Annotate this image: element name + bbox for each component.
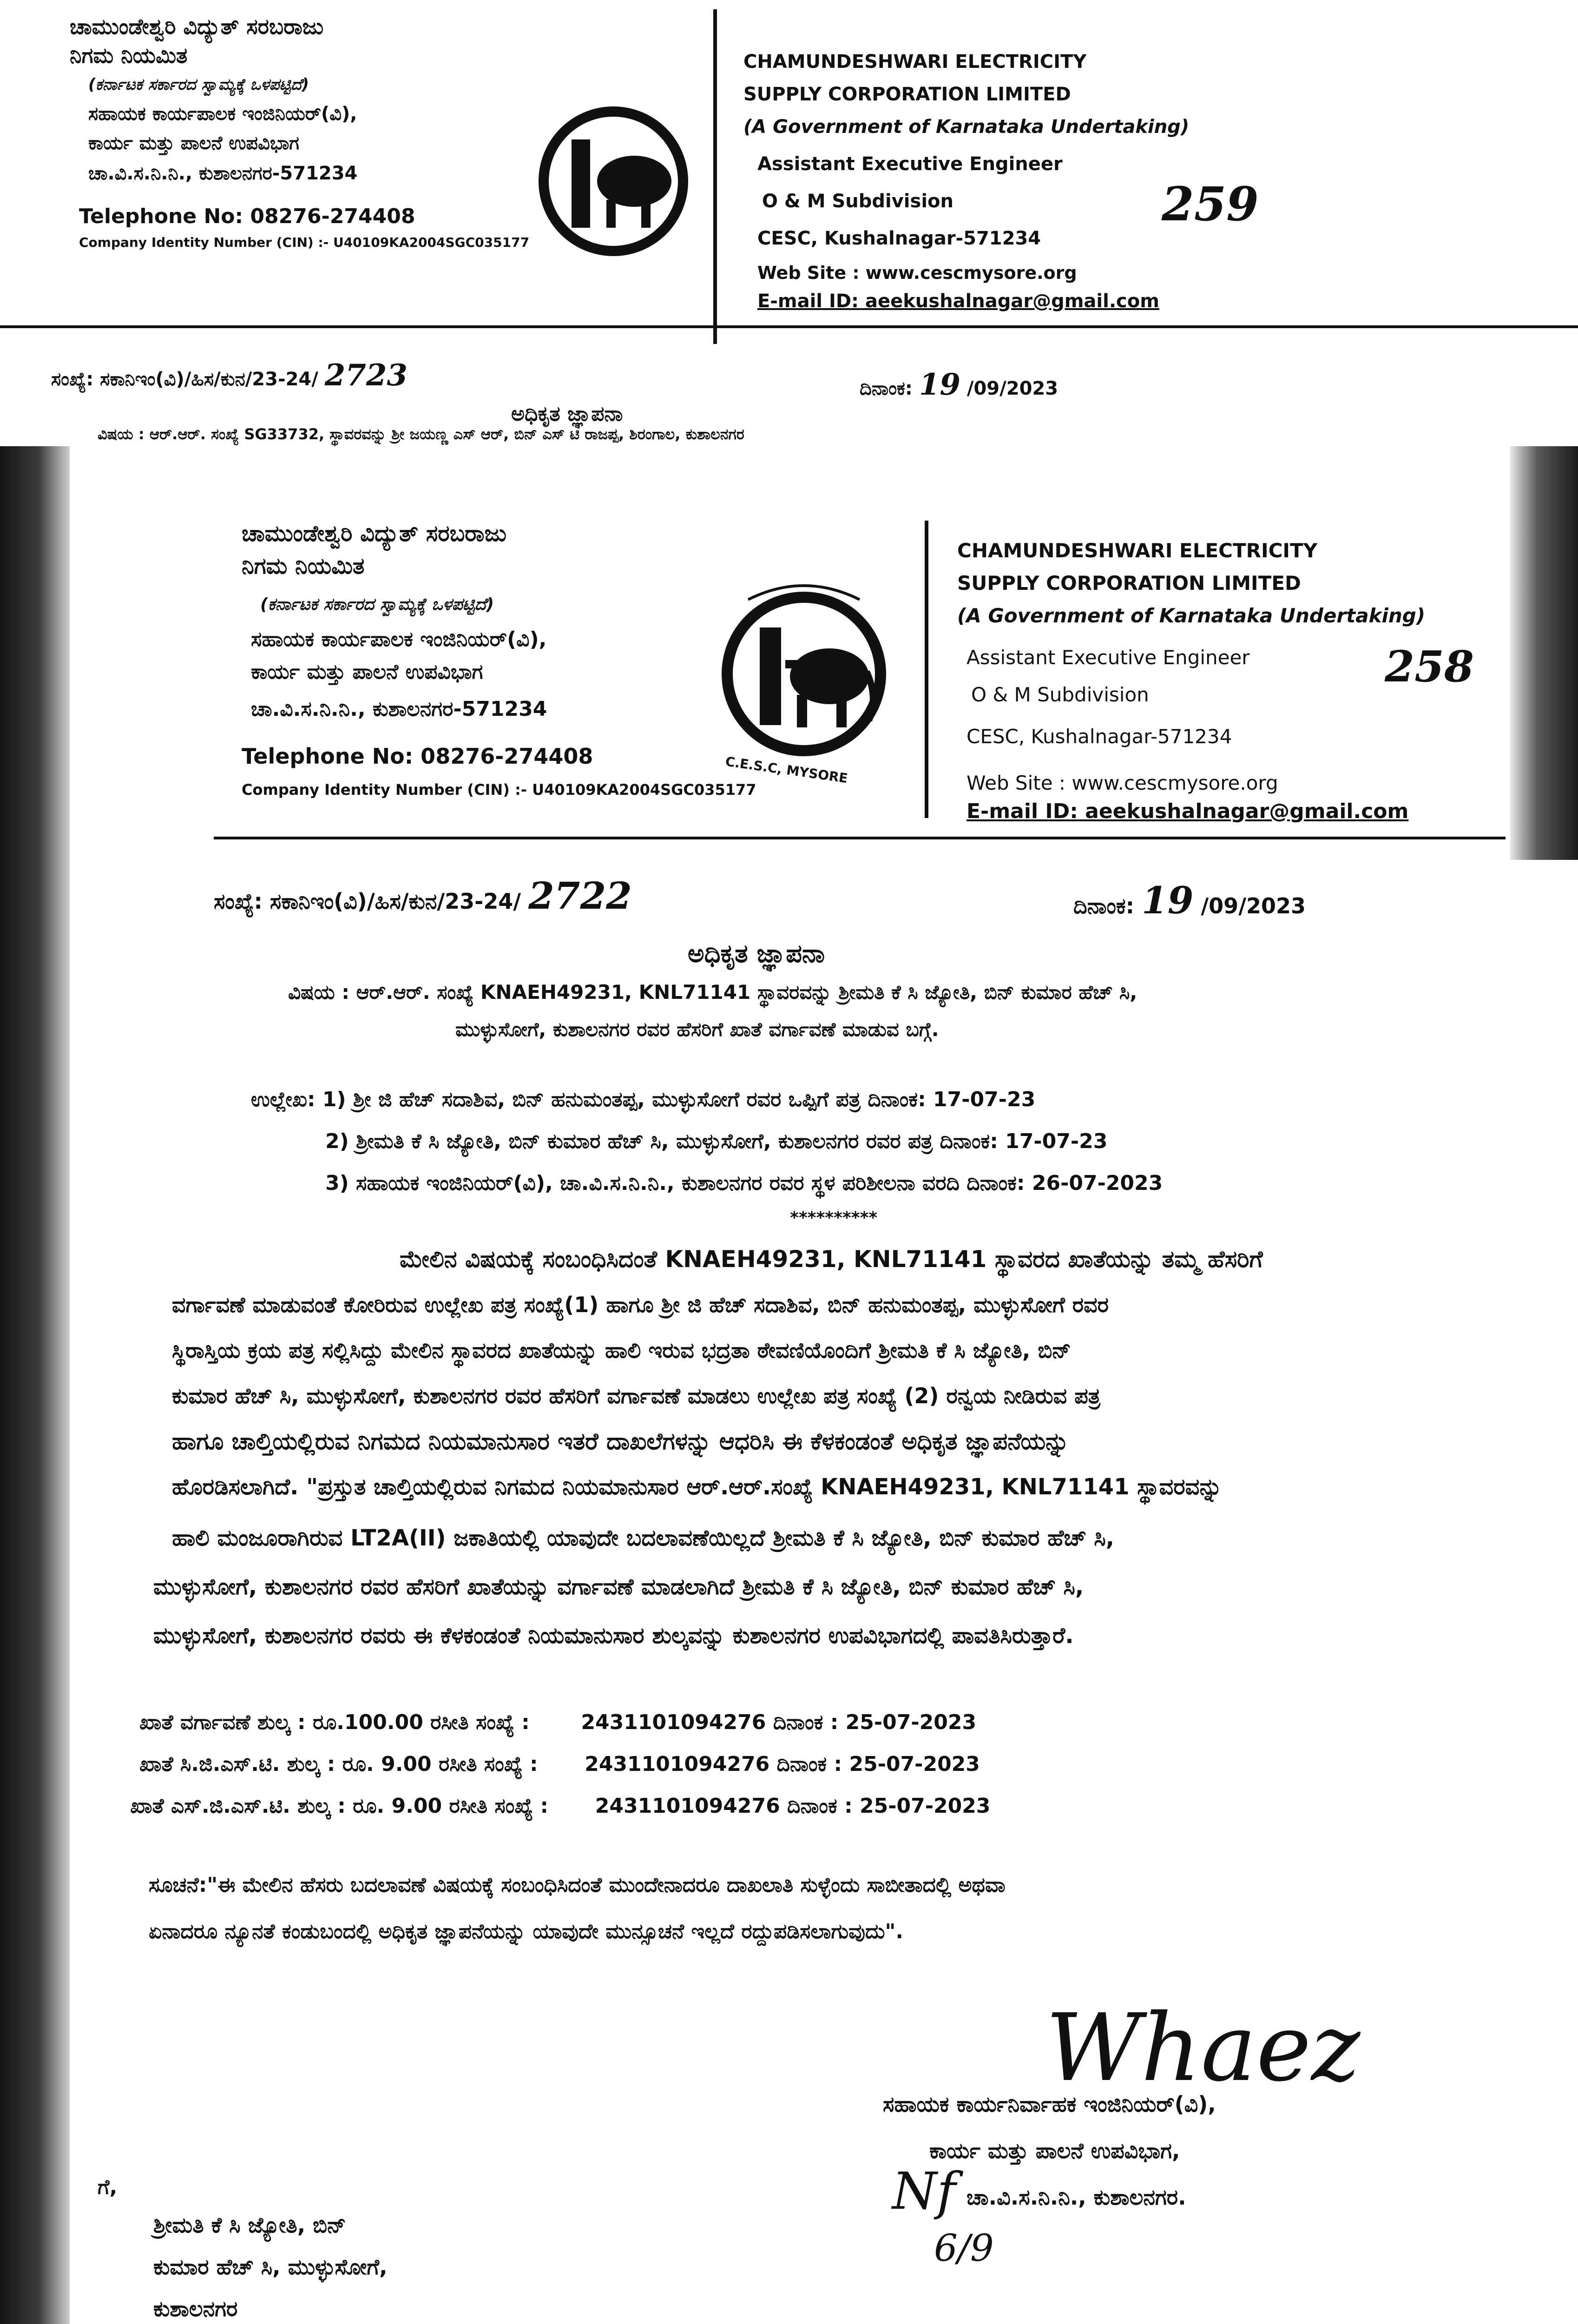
main-en-subdiv: O & M Subdivision (971, 683, 1149, 706)
main-kn-company2: ನಿಗಮ ನಿಯಮಿತ (242, 553, 365, 579)
cesc-logo-icon (520, 88, 706, 274)
note-line-1: ಸೂಚನೆ:"ಈ ಮೇಲಿನ ಹೆಸರು ಬದಲಾವಣೆ ವಿಷಯಕ್ಕೆ ಸಂಬಂಧಿಸಿದಂತೆ ಮುಂದೇನಾದರೂ ದಾಖಲಾತಿ ಸುಳ್ಳೆಂದು ಸಾಬೀತಾದಲ್ಲಿ ಅಥವಾ (149, 1873, 1006, 1897)
main-website: Web Site : www.cescmysore.org (967, 772, 1278, 794)
body-line-5: ಹಾಗೂ ಚಾಲ್ತಿಯಲ್ಲಿರುವ ನಿಗಮದ ನಿಯಮಾನುಸಾರ ಇತರೆ ದಾಖಲೆಗಳನ್ನು ಆಧರಿಸಿ ಈ ಕೆಳಕಂಡಂತೆ ಅಧಿಕೃತ ಜ್ಞಾಪನೆಯನ್ನು (172, 1428, 1069, 1455)
main-en-company1: CHAMUNDESHWARI ELECTRICITY (957, 539, 1318, 562)
top-letter (0, 0, 1578, 446)
kn-company: ಚಾಮುಂಡೇಶ್ವರಿ ವಿದ್ಯುತ್ ಸರಬರಾಜು (70, 14, 324, 39)
scan-shadow-left (0, 400, 70, 2324)
main-cesc-logo-icon (702, 572, 906, 776)
initials: Nf (892, 2161, 956, 2221)
main-kn-company: ಚಾಮುಂಡೇಶ್ವರಿ ವಿದ್ಯುತ್ ಸರಬರಾಜು (242, 521, 506, 547)
sign-designation: ಸಹಾಯಕ ಕಾರ್ಯನಿರ್ವಾಹಕ ಇಂಜಿನಿಯರ್(ವಿ), (883, 2092, 1216, 2117)
handwritten-number: 259 (1162, 177, 1259, 231)
ref-date: ದಿನಾಂಕ: 19 /09/2023 (860, 367, 1059, 402)
main-en-company2: SUPPLY CORPORATION LIMITED (957, 572, 1301, 594)
body-line-6: ಹೊರಡಿಸಲಾಗಿದೆ. "ಪ್ರಸ್ತುತ ಚಾಲ್ತಿಯಲ್ಲಿರುವ ನಿಗಮದ ನಿಯಮಾನುಸಾರ ಆರ್.ಆರ್.ಸಂಖ್ಯೆ KNAEH49231, KNL71141 ಸ್ಥಾವರವನ್ನು (172, 1474, 1222, 1500)
main-email: E-mail ID: aeekushalnagar@gmail.com (967, 799, 1409, 823)
en-place: CESC, Kushalnagar-571234 (757, 228, 1041, 249)
note-line-2: ಏನಾದರೂ ನ್ಯೂನತೆ ಕಂಡುಬಂದಲ್ಲಿ ಅಧಿಕೃತ ಜ್ಞಾಪನೆಯನ್ನು ಯಾವುದೇ ಮುನ್ಸೂಚನೆ ಇಲ್ಲದೆ ರದ್ದುಪಡಿಸಲಾಗುವುದು". (149, 1920, 904, 1943)
body-line-4: ಕುಮಾರ ಹೆಚ್ ಸಿ, ಮುಳ್ಳುಸೋಗೆ, ಕುಶಾಲನಗರ ರವರ ಹೆಸರಿಗೆ ವರ್ಗಾವಣೆ ಮಾಡಲು ಉಲ್ಲೇಖ ಪತ್ರ ಸಂಖ್ಯೆ (2) ರನ್ವಯ ನೀಡಿರುವ ಪತ್ರ (172, 1383, 1101, 1408)
to-label: ಗೆ, (98, 2175, 118, 2199)
website: Web Site : www.cescmysore.org (757, 263, 1077, 283)
memo-date: ದಿನಾಂಕ: 19 /09/2023 (1073, 878, 1306, 922)
initial-date: 6/9 (934, 2226, 994, 2270)
en-govt: (A Government of Karnataka Undertaking) (743, 116, 1190, 138)
kn-company2: ನಿಗಮ ನಿಯಮಿತ (70, 43, 188, 68)
main-handwritten-number: 258 (1385, 641, 1474, 692)
memo-subject-1: ವಿಷಯ : ಆರ್.ಆರ್. ಸಂಖ್ಯೆ KNAEH49231, KNL71141 ಸ್ಥಾವರವನ್ನು ಶ್ರೀಮತಿ ಕೆ ಸಿ ಜ್ಯೋತಿ, ಬಿನ್ ಕುಮಾರ ಹೆಚ್ ಸಿ, (288, 981, 1137, 1004)
memo-title: ಅಧಿಕೃತ ಜ್ಞಾಪನಾ (511, 402, 623, 426)
kn-subdiv: ಕಾರ್ಯ ಮತ್ತು ಪಾಲನೆ ಉಪವಿಭಾಗ (88, 132, 299, 154)
signature: Whaez (1045, 1994, 1361, 2102)
fee-row-2: ಖಾತೆ ಸಿ.ಜಿ.ಎಸ್.ಟಿ. ಶುಲ್ಕ : ರೂ. 9.00 ರಸೀತಿ ಸಂಖ್ಯೆ : 2431101094276 ದಿನಾಂಕ : 25-07-2023 (139, 1752, 980, 1776)
reference-1: ಉಲ್ಲೇಖ: 1) ಶ್ರೀ ಜಿ ಹೆಚ್ ಸದಾಶಿವ, ಬಿನ್ ಹನುಮಂತಪ್ಪ, ಮುಳ್ಳುಸೋಗೆ ರವರ ಒಪ್ಪಿಗೆ ಪತ್ರ ದಿನಾಂಕ: 17-07-23 (251, 1088, 1036, 1111)
email: E-mail ID: aeekushalnagar@gmail.com (757, 290, 1159, 312)
main-en-officer: Assistant Executive Engineer (967, 646, 1250, 669)
main-kn-officer: ಸಹಾಯಕ ಕಾರ್ಯಪಾಲಕ ಇಂಜಿನಿಯರ್(ವಿ), (251, 627, 547, 651)
en-company2: SUPPLY CORPORATION LIMITED (743, 84, 1071, 105)
main-header-divider (925, 521, 928, 818)
memo-subject-2: ಮುಳ್ಳುಸೋಗೆ, ಕುಶಾಲನಗರ ರವರ ಹೆಸರಿಗೆ ಖಾತೆ ವರ್ಗಾವಣೆ ಮಾಡುವ ಬಗ್ಗೆ. (455, 1018, 939, 1041)
en-company1: CHAMUNDESHWARI ELECTRICITY (743, 51, 1087, 73)
reference-3: 3) ಸಹಾಯಕ ಇಂಜಿನಿಯರ್(ವಿ), ಚಾ.ವಿ.ಸ.ನಿ.ನಿ., ಕುಶಾಲನಗರ ರವರ ಸ್ಥಳ ಪರಿಶೀಲನಾ ವರದಿ ದಿನಾಂಕ: 26-07-2023 (325, 1171, 1163, 1195)
main-kn-govt: (ಕರ್ನಾಟಕ ಸರ್ಕಾರದ ಸ್ವಾಮ್ಯಕ್ಕೆ ಒಳಪಟ್ಟಿದೆ) (260, 595, 494, 614)
en-subdiv: O & M Subdivision (762, 191, 953, 212)
sign-subdivision: ಕಾರ್ಯ ಮತ್ತು ಪಾಲನೆ ಉಪವಿಭಾಗ, (929, 2138, 1180, 2163)
main-en-govt: (A Government of Karnataka Undertaking) (957, 604, 1426, 627)
sign-office: ಚಾ.ವಿ.ಸ.ನಿ.ನಿ., ಕುಶಾಲನಗರ. (967, 2185, 1186, 2210)
to-line-1: ಶ್ರೀಮತಿ ಕೆ ಸಿ ಜ್ಯೋತಿ, ಬಿನ್ (153, 2212, 346, 2238)
main-cin: Company Identity Number (CIN) :- U40109KA2004SGC035177 (242, 781, 756, 799)
body-line-8: ಮುಳ್ಳುಸೋಗೆ, ಕುಶಾಲನಗರ ರವರ ಹೆಸರಿಗೆ ಖಾತೆಯನ್ನು ವರ್ಗಾವಣೆ ಮಾಡಲಾಗಿದೆ ಶ್ರೀಮತಿ ಕೆ ಸಿ ಜ್ಯೋತಿ, ಬಿನ್ ಕುಮಾರ ಹೆಚ್ ಸಿ, (153, 1574, 1084, 1600)
reference-2: 2) ಶ್ರೀಮತಿ ಕೆ ಸಿ ಜ್ಯೋತಿ, ಬಿನ್ ಕುಮಾರ ಹೆಚ್ ಸಿ, ಮುಳ್ಳುಸೋಗೆ, ಕುಶಾಲನಗರ ರವರ ಪತ್ರ ದಿನಾಂಕ: 17-07-23 (325, 1129, 1108, 1153)
kn-govt: (ಕರ್ನಾಟಕ ಸರ್ಕಾರದ ಸ್ವಾಮ್ಯಕ್ಕೆ ಒಳಪಟ್ಟಿದೆ) (88, 75, 309, 94)
ref-no: ಸಂಖ್ಯೆ: ಸಕಾನಿಇಂ(ವಿ)/ಹಿಸ/ಕುನ/23-24/ 2723 (51, 358, 408, 393)
body-line-3: ಸ್ಥಿರಾಸ್ತಿಯ ಕ್ರಯ ಪತ್ರ ಸಲ್ಲಿಸಿದ್ದು ಮೇಲಿನ ಸ್ಥಾವರದ ಖಾತೆಯನ್ನು ಹಾಲಿ ಇರುವ ಭದ್ರತಾ ಠೇವಣಿಯೊಂದಿಗೆ ಶ್ರೀಮತಿ ಕೆ ಸಿ ಜ್ಯೋತಿ, ಬಿನ್ (172, 1338, 1071, 1363)
memo-ref-no: ಸಂಖ್ಯೆ: ಸಕಾನಿಇಂ(ವಿ)/ಹಿಸ/ಕುನ/23-24/ 2722 (214, 874, 632, 918)
fee-row-1: ಖಾತೆ ವರ್ಗಾವಣೆ ಶುಲ್ಕ : ರೂ.100.00 ರಸೀತಿ ಸಂಖ್ಯೆ : 2431101094276 ದಿನಾಂಕ : 25-07-2023 (139, 1710, 977, 1734)
to-line-3: ಕುಶಾಲನಗರ (153, 2296, 238, 2321)
memo-title: ಅಧಿಕೃತ ಜ್ಞಾಪನಾ (688, 939, 825, 968)
main-kn-place: ಚಾ.ವಿ.ಸ.ನಿ.ನಿ., ಕುಶಾಲನಗರ-571234 (251, 697, 547, 721)
telephone: Telephone No: 08276-274408 (79, 205, 415, 228)
main-header-rule (214, 837, 1506, 839)
body-line-9: ಮುಳ್ಳುಸೋಗೆ, ಕುಶಾಲನಗರ ರವರು ಈ ಕೆಳಕಂಡಂತೆ ನಿಯಮಾನುಸಾರ ಶುಲ್ಕವನ್ನು ಕುಶಾಲನಗರ ಉಪವಿಭಾಗದಲ್ಲಿ ಪಾವತಿಸಿರುತ್ತಾರೆ. (153, 1623, 1074, 1649)
header-rule (0, 325, 1578, 328)
en-officer: Assistant Executive Engineer (757, 153, 1063, 175)
separator-stars: ********** (790, 1208, 878, 1228)
body-line-1: ಮೇಲಿನ ವಿಷಯಕ್ಕೆ ಸಂಬಂಧಿಸಿದಂತೆ KNAEH49231, KNL71141 ಸ್ಥಾವರದ ಖಾತೆಯನ್ನು ತಮ್ಮ ಹೆಸರಿಗೆ (400, 1246, 1263, 1273)
cin: Company Identity Number (CIN) :- U40109KA2004SGC035177 (79, 235, 530, 250)
body-line-7: ಹಾಲಿ ಮಂಜೂರಾಗಿರುವ LT2A(II) ಜಕಾತಿಯಲ್ಲಿ ಯಾವುದೇ ಬದಲಾವಣೆಯಿಲ್ಲದೆ ಶ್ರೀಮತಿ ಕೆ ಸಿ ಜ್ಯೋತಿ, ಬಿನ್ ಕುಮಾರ ಹೆಚ್ ಸಿ, (172, 1525, 1115, 1551)
to-line-2: ಕುಮಾರ ಹೆಚ್ ಸಿ, ಮುಳ್ಳುಸೋಗೆ, (153, 2254, 388, 2279)
main-kn-subdiv: ಕಾರ್ಯ ಮತ್ತು ಪಾಲನೆ ಉಪವಿಭಾಗ (251, 660, 483, 684)
fee-row-3: ಖಾತೆ ಎಸ್.ಜಿ.ಎಸ್.ಟಿ. ಶುಲ್ಕ : ರೂ. 9.00 ರಸೀತಿ ಸಂಖ್ಯೆ : 2431101094276 ದಿನಾಂಕ : 25-07-2023 (130, 1794, 991, 1818)
kn-place: ಚಾ.ವಿ.ಸ.ನಿ.ನಿ., ಕುಶಾಲನಗರ-571234 (88, 163, 358, 184)
logo-text: C.E.S.C, MYSORE (724, 753, 849, 786)
main-en-place: CESC, Kushalnagar-571234 (967, 725, 1232, 748)
body-line-2: ವರ್ಗಾವಣೆ ಮಾಡುವಂತೆ ಕೋರಿರುವ ಉಲ್ಲೇಖ ಪತ್ರ ಸಂಖ್ಯೆ(1) ಹಾಗೂ ಶ್ರೀ ಜಿ ಹೆಚ್ ಸದಾಶಿವ, ಬಿನ್ ಹನುಮಂತಪ್ಪ, ಮುಳ್ಳುಸೋಗೆ ರವರ (172, 1292, 1109, 1317)
kn-officer: ಸಹಾಯಕ ಕಾರ್ಯಪಾಲಕ ಇಂಜಿನಿಯರ್(ವಿ), (88, 103, 357, 125)
main-telephone: Telephone No: 08276-274408 (242, 744, 593, 769)
header-divider (713, 9, 717, 344)
subject: ವಿಷಯ : ಆರ್.ಆರ್. ಸಂಖ್ಯೆ SG33732, ಸ್ಥಾವರವನ್ನು ಶ್ರೀ ಜಯಣ್ಣ ಎಸ್ ಆರ್, ಬಿನ್ ಎಸ್ ಟಿ ರಾಜಪ್ಪ, ಶಿರಂಗಾಲ, ಕುಶಾಲನಗರ (98, 425, 744, 443)
